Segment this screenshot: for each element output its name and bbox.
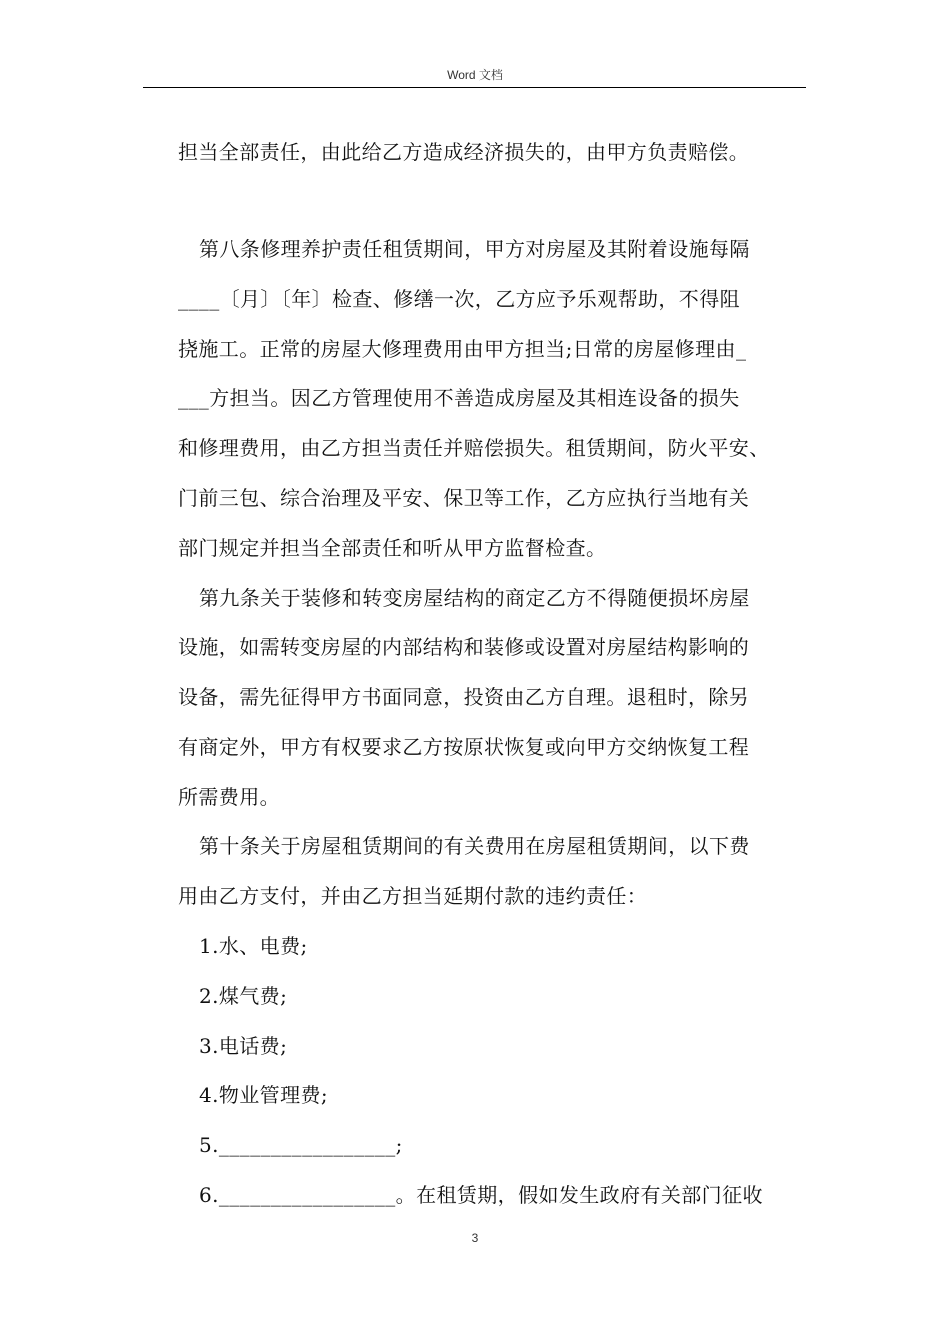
list-item: 6._________________。在租赁期，假如发生政府有关部门征收 <box>199 1183 763 1207</box>
body-line: 设施，如需转变房屋的内部结构和装修或设置对房屋结构影响的 <box>178 635 750 659</box>
page-header: Word 文档 <box>447 68 503 82</box>
body-line: ____〔月〕〔年〕检查、修缮一次，乙方应予乐观帮助，不得阻 <box>178 287 740 311</box>
body-line: 第八条修理养护责任租赁期间，甲方对房屋及其附着设施每隔 <box>199 237 750 261</box>
body-line: 第九条关于装修和转变房屋结构的商定乙方不得随便损坏房屋 <box>199 586 750 610</box>
page-number: 3 <box>471 1231 479 1245</box>
body-line: 部门规定并担当全部责任和听从甲方监督检查。 <box>178 536 607 560</box>
body-line: 第十条关于房屋租赁期间的有关费用在房屋租赁期间，以下费 <box>199 834 750 858</box>
list-item: 3.电话费; <box>199 1034 288 1058</box>
list-item: 5._________________; <box>199 1133 403 1157</box>
body-line: 门前三包、综合治理及平安、保卫等工作，乙方应执行当地有关 <box>178 486 750 510</box>
list-item: 1.水、电费; <box>199 934 308 958</box>
body-line: 所需费用。 <box>178 785 280 809</box>
body-line: 设备，需先征得甲方书面同意，投资由乙方自理。退租时，除另 <box>178 685 750 709</box>
body-line: 挠施工。正常的房屋大修理费用由甲方担当;日常的房屋修理由_ <box>178 337 747 361</box>
body-line: 用由乙方支付，并由乙方担当延期付款的违约责任： <box>178 884 648 908</box>
list-item: 4.物业管理费; <box>199 1083 329 1107</box>
body-line: ___方担当。因乙方管理使用不善造成房屋及其相连设备的损失 <box>178 386 740 410</box>
list-item: 2.煤气费; <box>199 984 288 1008</box>
body-line: 担当全部责任，由此给乙方造成经济损失的，由甲方负责赔偿。 <box>178 140 750 164</box>
body-line: 有商定外，甲方有权要求乙方按原状恢复或向甲方交纳恢复工程 <box>178 735 750 759</box>
header-rule <box>143 87 806 88</box>
body-line: 和修理费用，由乙方担当责任并赔偿损失。租赁期间，防火平安、 <box>178 436 770 460</box>
